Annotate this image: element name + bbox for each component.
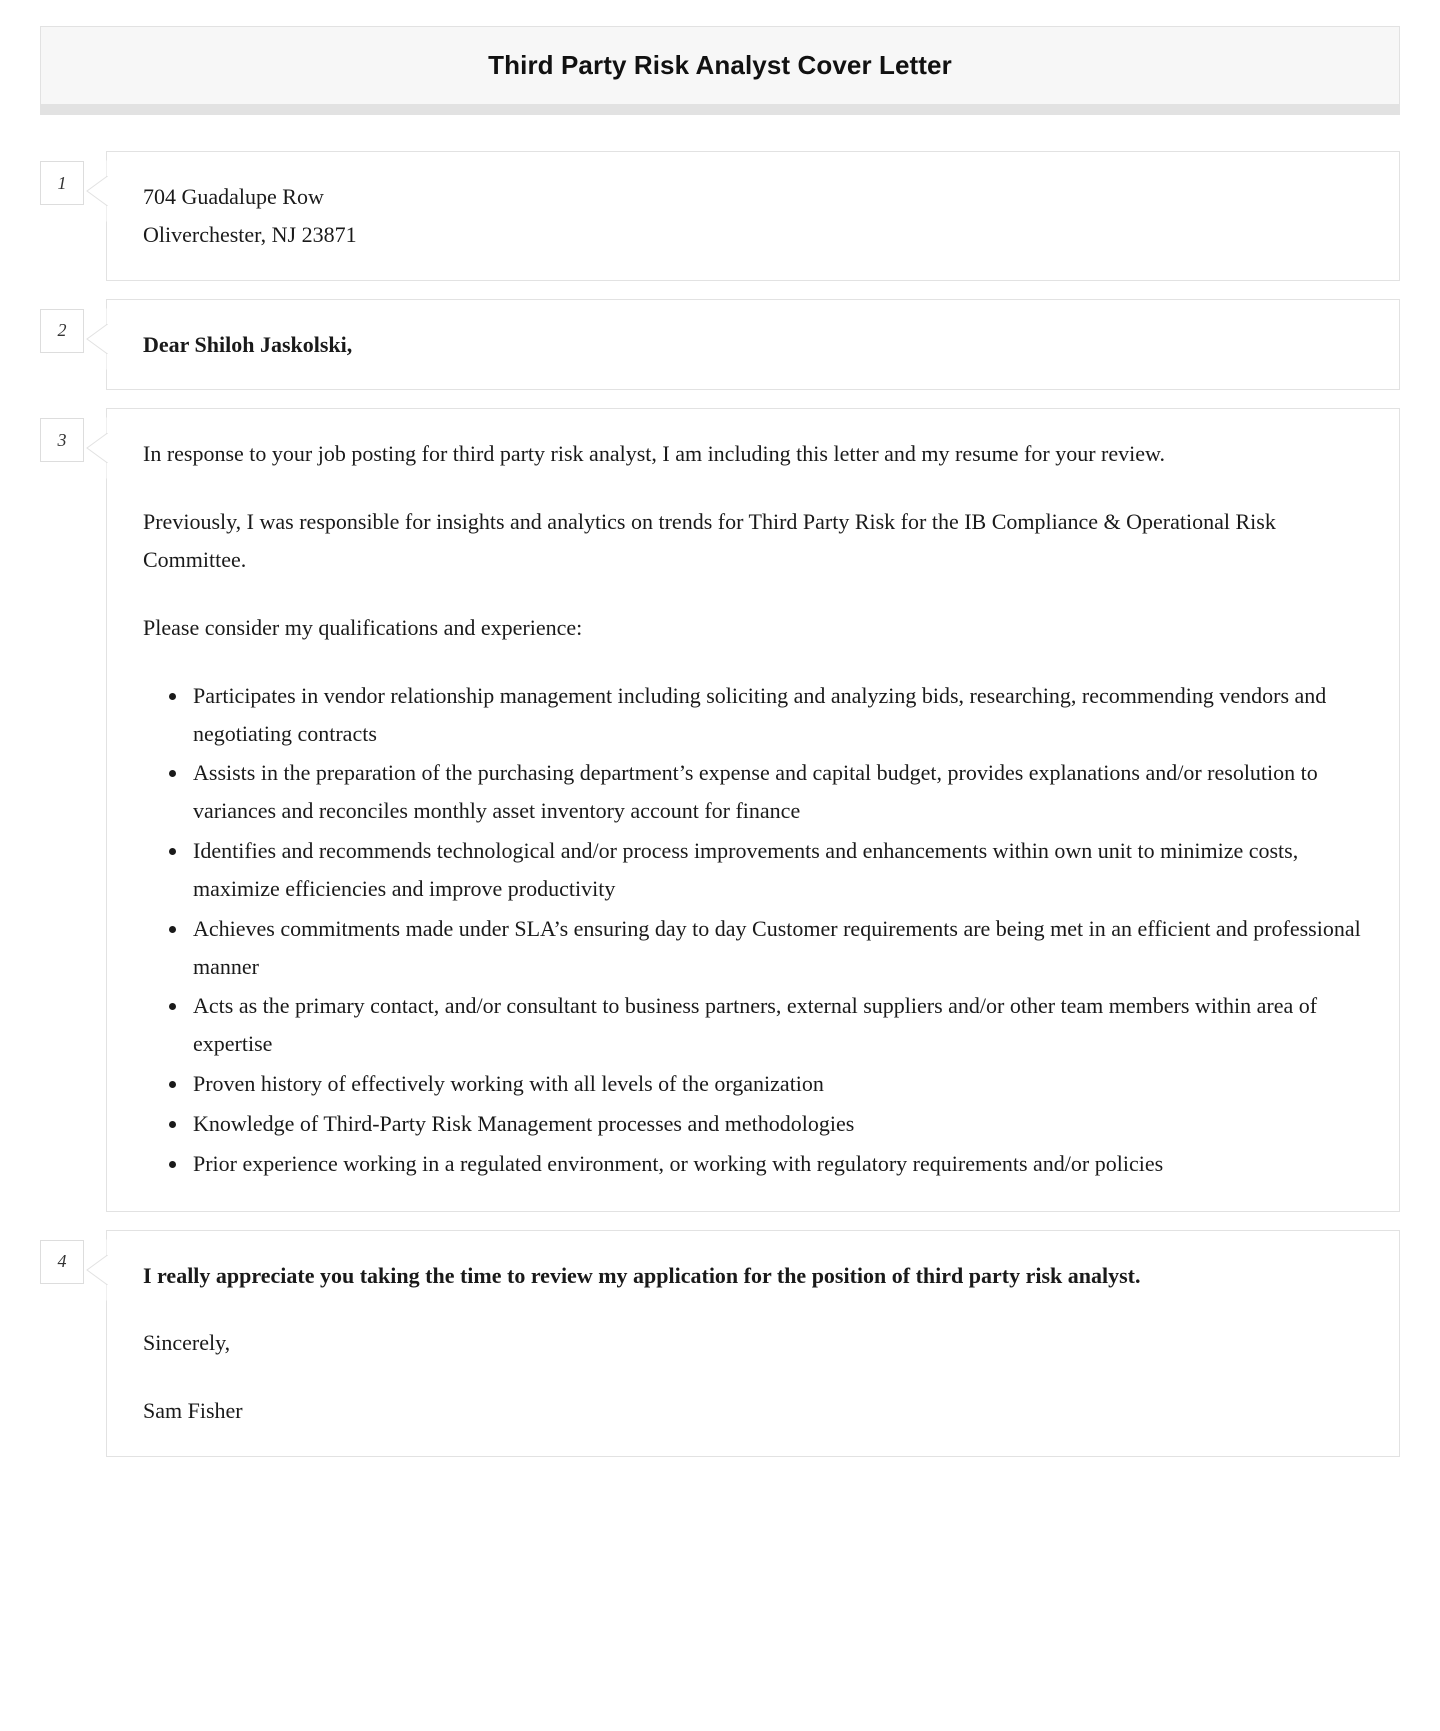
callout-notch-icon	[86, 1239, 108, 1301]
letter-body-block[interactable]	[106, 408, 1400, 1211]
closing-block[interactable]	[106, 1230, 1400, 1457]
address-line-1: 704 Guadalupe Row	[143, 184, 324, 209]
block-row-body	[40, 408, 1400, 1211]
list-item: • Participates in vendor relationship management including soliciting and analyzing bids, researching, recommending vendors and negotiating contracts	[189, 677, 1365, 753]
block-number-badge-4: 4	[40, 1240, 84, 1284]
block-row-closing	[40, 1230, 1400, 1457]
closing-statement: I really appreciate you taking the time to review my application for the position of third party risk analyst.	[143, 1262, 1141, 1288]
callout-notch-icon	[86, 308, 108, 370]
list-item: • Acts as the primary contact, and/or consultant to business partners, external suppliers and/or other team members within area of expertise	[189, 987, 1365, 1063]
salutation-block[interactable]	[106, 299, 1400, 391]
block-number-badge-2: 2	[40, 309, 84, 353]
block-number-badge-3: 3	[40, 418, 84, 462]
block-number-badge-1: 1	[40, 161, 84, 205]
block-row-address	[40, 151, 1400, 281]
qualifications-list	[143, 677, 1365, 1183]
body-paragraph-3: Please consider my qualifications and experience:	[143, 614, 583, 640]
block-row-salutation	[40, 299, 1400, 391]
list-item: • Proven history of effectively working with all levels of the organization	[189, 1065, 1365, 1103]
list-item: • Prior experience working in a regulated environment, or working with regulatory requirements and/or policies	[189, 1145, 1365, 1183]
document-header	[40, 26, 1400, 104]
cover-letter-page	[0, 26, 1440, 1585]
salutation-text: Dear Shiloh Jaskolski,	[143, 331, 353, 357]
body-paragraph-2: Previously, I was responsible for insights and analytics on trends for Third Party Risk for the IB Compliance & Operational Risk Committee.	[143, 509, 1276, 573]
letter-blocks	[0, 151, 1440, 1585]
header-underbar	[40, 104, 1400, 115]
address-line-2: Oliverchester, NJ 23871	[143, 221, 357, 247]
sign-off: Sincerely,	[143, 1330, 231, 1356]
signature-name: Sam Fisher	[143, 1398, 243, 1424]
list-item: • Identifies and recommends technological and/or process improvements and enhancements within own unit to minimize costs, maximize efficiencies and improve productivity	[189, 832, 1365, 908]
callout-notch-icon	[86, 417, 108, 479]
list-item: • Knowledge of Third-Party Risk Management processes and methodologies	[189, 1105, 1365, 1143]
address-block[interactable]	[106, 151, 1400, 281]
list-item: • Assists in the preparation of the purchasing department’s expense and capital budget, provides explanations and/or resolution to variances and reconciles monthly asset inventory account for finance	[189, 754, 1365, 830]
body-paragraph-1: In response to your job posting for third party risk analyst, I am including this letter and my resume for your review.	[143, 441, 1165, 467]
callout-notch-icon	[86, 160, 108, 222]
page-title: Third Party Risk Analyst Cover Letter	[488, 50, 952, 80]
list-item: • Achieves commitments made under SLA’s ensuring day to day Customer requirements are being met in an efficient and professional manner	[189, 910, 1365, 986]
